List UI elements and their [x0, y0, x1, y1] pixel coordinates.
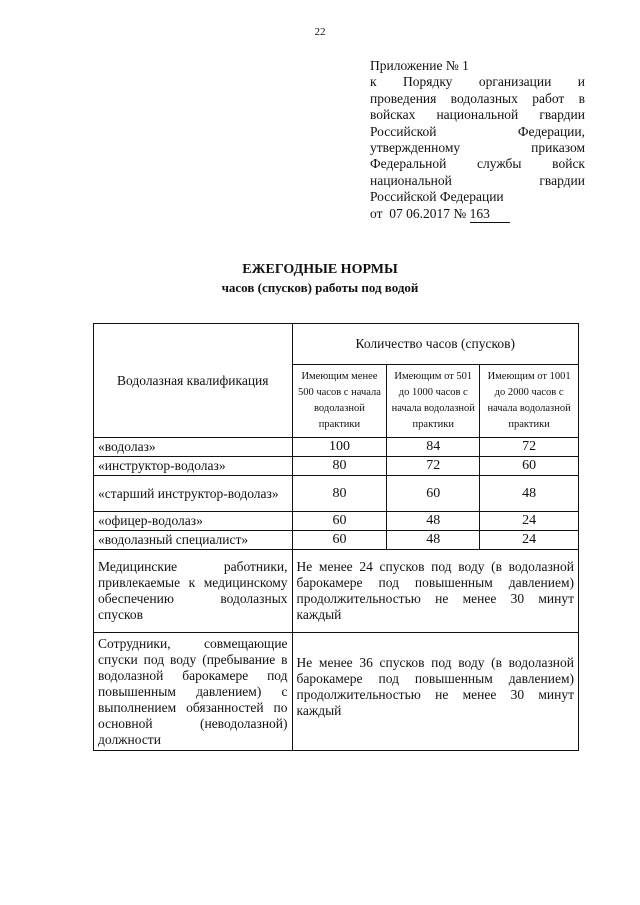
medical-staff-name: Медицинские работники, привлекаемые к медицинскому обеспечению водолазных спусков: [94, 550, 293, 633]
qualification-name: «водолаз»: [94, 438, 293, 457]
hours-value: 24: [480, 531, 579, 550]
annex-line: к Порядку организации и: [370, 74, 585, 90]
combined-staff-name: Сотрудники, совмещающие спуски под воду (пребывание в водолазной барокамере под повышенным давлением) с выполнением обязанностей по основной (неводолазной) должности: [94, 633, 293, 751]
hours-value: 60: [480, 457, 579, 476]
page-number: 22: [314, 26, 326, 38]
number-prefix: №: [453, 205, 467, 221]
annex-line: национальной гвардии: [370, 172, 585, 188]
table-row: [94, 550, 579, 633]
annex-title: Приложение № 1: [370, 58, 469, 73]
table-header-row: [94, 324, 579, 365]
norms-table: [93, 323, 579, 751]
column-header: Имеющим от 501 до 1000 часов с начала водолазной практики: [387, 365, 480, 438]
title-main: ЕЖЕГОДНЫЕ НОРМЫ: [242, 262, 398, 277]
hours-value: 60: [292, 512, 387, 531]
hours-value: 80: [292, 476, 387, 512]
hours-value: 24: [480, 512, 579, 531]
document-title: [0, 261, 640, 297]
combined-staff-norm: Не менее 36 спусков под воду (в водолазной барокамере под повышенным давлением) продолжительностью не менее 30 минут каждый: [292, 633, 578, 751]
annex-line: Федеральной службы войск: [370, 156, 585, 172]
hours-value: 60: [387, 476, 480, 512]
title-sub: часов (спусков) работы под водой: [221, 280, 419, 295]
table-row: [94, 438, 579, 457]
hours-value: 48: [480, 476, 579, 512]
qualification-name: «инструктор-водолаз»: [94, 457, 293, 476]
annex-line: Российской Федерации: [370, 189, 504, 205]
column-header: Имеющим менее 500 часов с начала водолазной практики: [292, 365, 387, 438]
annex-line: проведения водолазных работ в: [370, 90, 585, 106]
hours-value: 60: [292, 531, 387, 550]
annex-line: утвержденному приказом: [370, 140, 585, 156]
column-header: Имеющим от 1001 до 2000 часов с начала водолазной практики: [480, 365, 579, 438]
qualification-name: «старший инструктор-водолаз»: [94, 476, 293, 512]
hours-value: 72: [387, 457, 480, 476]
hours-header: Количество часов (спусков): [292, 324, 578, 365]
hours-value: 48: [387, 512, 480, 531]
hours-value: 48: [387, 531, 480, 550]
annex-block: [370, 58, 585, 223]
table-row: [94, 531, 579, 550]
table-row: [94, 512, 579, 531]
annex-date-line: [370, 206, 585, 223]
date-prefix: от: [370, 205, 383, 221]
annex-line: Российской Федерации,: [370, 123, 585, 139]
qualification-name: «офицер-водолаз»: [94, 512, 293, 531]
annex-line: войсках национальной гвардии: [370, 107, 585, 123]
order-number: 163: [470, 206, 510, 223]
table-row: [94, 476, 579, 512]
medical-staff-norm: Не менее 24 спусков под воду (в водолазной барокамере под повышенным давлением) продолжительностью не менее 30 минут каждый: [292, 550, 578, 633]
table-row: [94, 457, 579, 476]
hours-value: 100: [292, 438, 387, 457]
hours-value: 80: [292, 457, 387, 476]
hours-value: 72: [480, 438, 579, 457]
order-date: 07 06.2017: [389, 205, 450, 221]
qualification-name: «водолазный специалист»: [94, 531, 293, 550]
table-row: [94, 633, 579, 751]
qualification-header: Водолазная квалификация: [94, 324, 293, 438]
hours-value: 84: [387, 438, 480, 457]
